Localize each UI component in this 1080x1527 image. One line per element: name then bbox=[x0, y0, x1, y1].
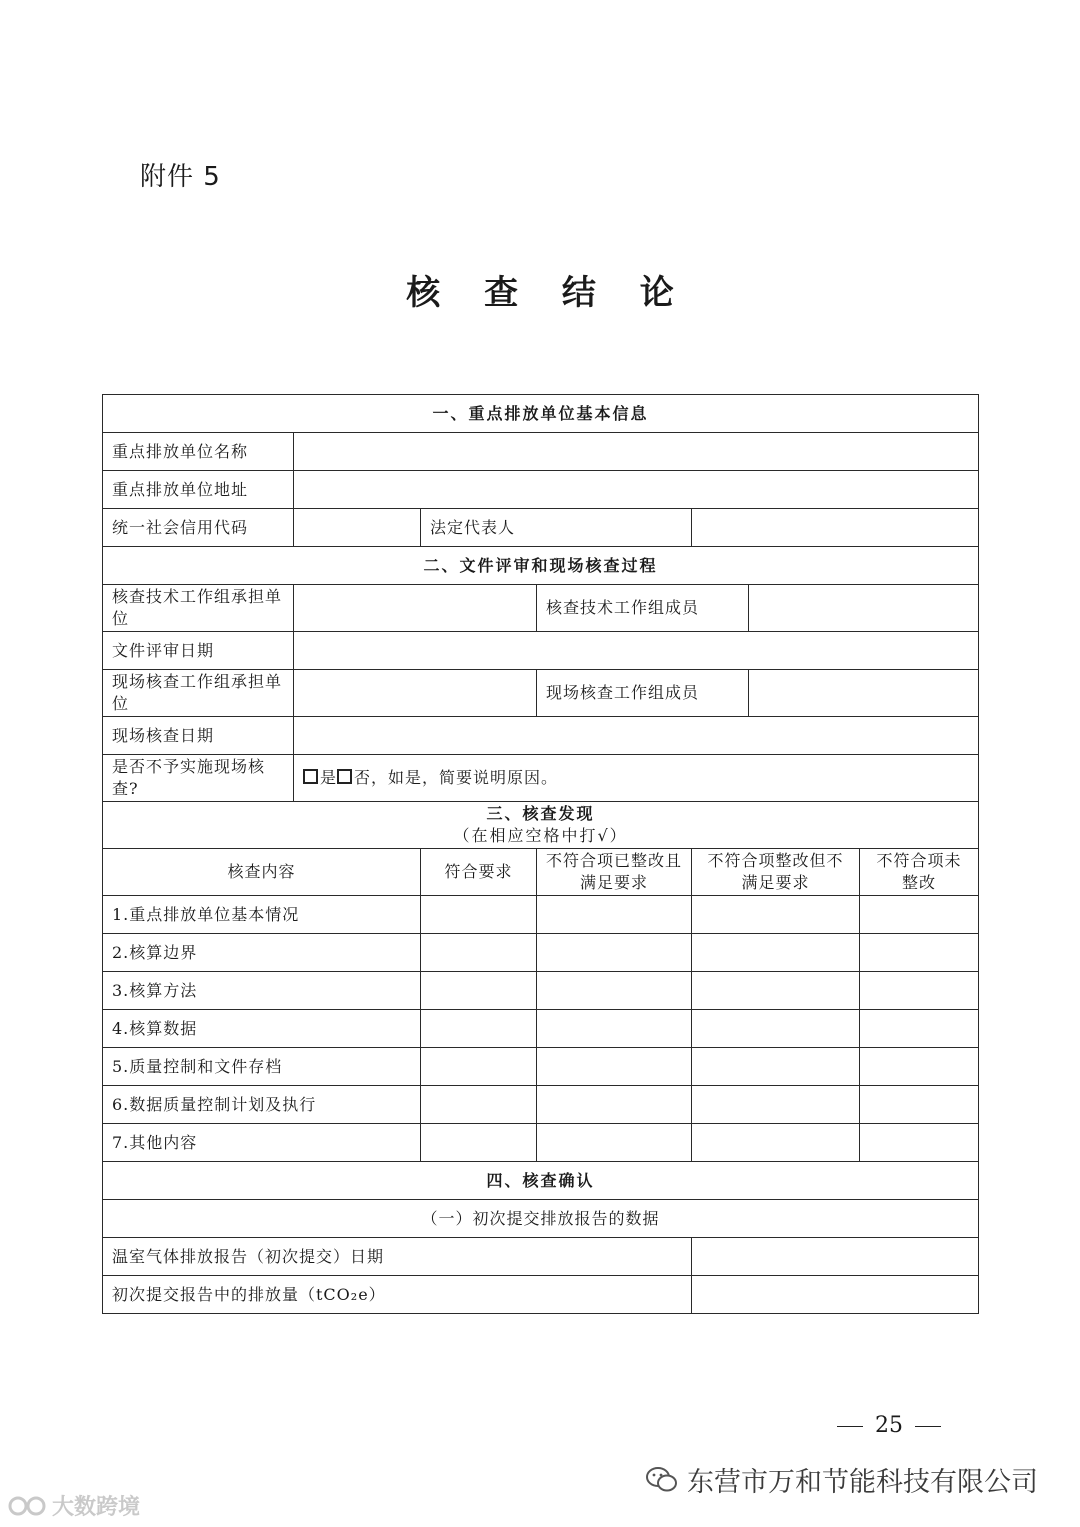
cell[interactable] bbox=[537, 1086, 692, 1124]
tech-group-members-field[interactable] bbox=[749, 585, 979, 632]
section2-heading: 二、文件评审和现场核查过程 bbox=[103, 547, 979, 585]
cell[interactable] bbox=[537, 896, 692, 934]
cell[interactable] bbox=[537, 1124, 692, 1162]
unit-address-label: 重点排放单位地址 bbox=[103, 471, 294, 509]
row-label: 7.其他内容 bbox=[103, 1124, 421, 1162]
cell[interactable] bbox=[537, 972, 692, 1010]
cell[interactable] bbox=[537, 1010, 692, 1048]
site-date-label: 现场核查日期 bbox=[103, 717, 294, 755]
site-group-members-field[interactable] bbox=[749, 670, 979, 717]
cell[interactable] bbox=[692, 1086, 860, 1124]
cell[interactable] bbox=[692, 1124, 860, 1162]
unit-name-field[interactable] bbox=[294, 433, 979, 471]
tech-group-unit-field[interactable] bbox=[294, 585, 537, 632]
cell[interactable] bbox=[537, 934, 692, 972]
site-group-members-label: 现场核查工作组成员 bbox=[537, 670, 749, 717]
section3-subheading: （在相应空格中打√） bbox=[453, 826, 628, 845]
row-label: 5.质量控制和文件存档 bbox=[103, 1048, 421, 1086]
cell[interactable] bbox=[860, 1010, 979, 1048]
table-row bbox=[103, 1048, 979, 1086]
watermark-logo-icon bbox=[8, 1495, 48, 1517]
wechat-icon bbox=[645, 1465, 679, 1495]
cell[interactable] bbox=[421, 1010, 537, 1048]
col-header-not-fixed: 不符合项未整改 bbox=[860, 849, 979, 896]
row-label: 1.重点排放单位基本情况 bbox=[103, 896, 421, 934]
table-row bbox=[103, 1086, 979, 1124]
table-row bbox=[103, 896, 979, 934]
watermark: 大数跨境 bbox=[8, 1490, 140, 1521]
page-title: 核 查 结 论 bbox=[406, 273, 690, 313]
cell[interactable] bbox=[421, 1086, 537, 1124]
col-header-content: 核查内容 bbox=[103, 849, 421, 896]
cell[interactable] bbox=[537, 1048, 692, 1086]
unit-address-field[interactable] bbox=[294, 471, 979, 509]
table-row bbox=[103, 1124, 979, 1162]
cell[interactable] bbox=[860, 1086, 979, 1124]
cell[interactable] bbox=[692, 1010, 860, 1048]
company-name: 东营市万和节能科技有限公司 bbox=[687, 1467, 1038, 1498]
table-row bbox=[103, 934, 979, 972]
tech-group-unit-label: 核查技术工作组承担单位 bbox=[103, 585, 294, 632]
no-site-label: 是否不予实施现场核查? bbox=[103, 755, 294, 802]
cell[interactable] bbox=[421, 1124, 537, 1162]
row-label: 2.核算边界 bbox=[103, 934, 421, 972]
cell[interactable] bbox=[421, 1048, 537, 1086]
credit-code-field[interactable] bbox=[294, 509, 421, 547]
cell[interactable] bbox=[692, 972, 860, 1010]
cell[interactable] bbox=[860, 934, 979, 972]
yes-checkbox[interactable] bbox=[303, 769, 318, 784]
row-label: 3.核算方法 bbox=[103, 972, 421, 1010]
cell[interactable] bbox=[421, 896, 537, 934]
attachment-label: 附件 5 bbox=[140, 162, 221, 192]
legal-rep-label: 法定代表人 bbox=[421, 509, 692, 547]
table-row bbox=[103, 1010, 979, 1048]
emission-label: 初次提交报告中的排放量（tCO₂e） bbox=[103, 1276, 692, 1314]
site-group-unit-field[interactable] bbox=[294, 670, 537, 717]
unit-name-label: 重点排放单位名称 bbox=[103, 433, 294, 471]
row-label: 4.核算数据 bbox=[103, 1010, 421, 1048]
table-row bbox=[103, 972, 979, 1010]
cell[interactable] bbox=[692, 934, 860, 972]
cell[interactable] bbox=[692, 1048, 860, 1086]
tech-group-members-label: 核查技术工作组成员 bbox=[537, 585, 749, 632]
company-badge bbox=[645, 1460, 1038, 1499]
credit-code-label: 统一社会信用代码 bbox=[103, 509, 294, 547]
report-date-field[interactable] bbox=[692, 1238, 979, 1276]
section4-heading: 四、核查确认 bbox=[103, 1162, 979, 1200]
section3-heading: 三、核查发现 bbox=[486, 804, 595, 823]
col-header-fixed-ok: 不符合项已整改且满足要求 bbox=[537, 849, 692, 896]
no-site-options bbox=[294, 755, 979, 802]
col-header-compliant: 符合要求 bbox=[421, 849, 537, 896]
doc-review-date-field[interactable] bbox=[294, 632, 979, 670]
legal-rep-field[interactable] bbox=[692, 509, 979, 547]
section4-subheading: （一）初次提交排放报告的数据 bbox=[103, 1200, 979, 1238]
no-label: 否，如是，简要说明原因。 bbox=[354, 768, 559, 787]
cell[interactable] bbox=[860, 972, 979, 1010]
cell[interactable] bbox=[860, 896, 979, 934]
doc-review-date-label: 文件评审日期 bbox=[103, 632, 294, 670]
verification-form bbox=[102, 394, 979, 1314]
cell[interactable] bbox=[860, 1124, 979, 1162]
section3-header bbox=[103, 802, 979, 849]
cell[interactable] bbox=[421, 934, 537, 972]
row-label: 6.数据质量控制计划及执行 bbox=[103, 1086, 421, 1124]
yes-label: 是 bbox=[320, 768, 338, 787]
no-checkbox[interactable] bbox=[337, 769, 352, 784]
site-date-field[interactable] bbox=[294, 717, 979, 755]
section1-heading: 一、重点排放单位基本信息 bbox=[103, 395, 979, 433]
cell[interactable] bbox=[860, 1048, 979, 1086]
page-number: 25 bbox=[825, 1413, 953, 1438]
emission-field[interactable] bbox=[692, 1276, 979, 1314]
report-date-label: 温室气体排放报告（初次提交）日期 bbox=[103, 1238, 692, 1276]
cell[interactable] bbox=[421, 972, 537, 1010]
cell[interactable] bbox=[692, 896, 860, 934]
col-header-fixed-not-ok: 不符合项整改但不满足要求 bbox=[692, 849, 860, 896]
site-group-unit-label: 现场核查工作组承担单位 bbox=[103, 670, 294, 717]
